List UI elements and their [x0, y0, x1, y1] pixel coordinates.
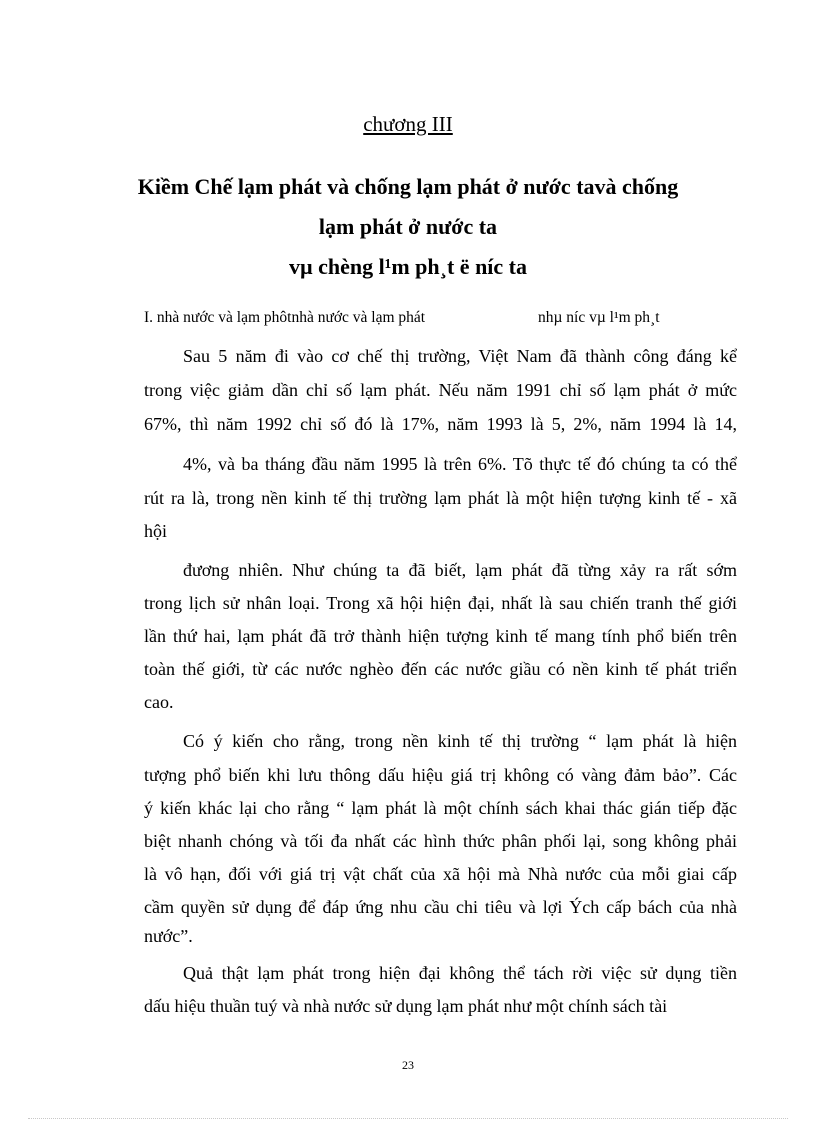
page-bottom-rule [28, 1118, 788, 1119]
paragraph-4-line-2: tượng phổ biến khi lưu thông dấu hiệu giá trị không có vàng đảm bảo”. Các [144, 765, 737, 785]
paragraph-2-line-2: rút ra là, trong nền kinh tế thị trường lạm phát là một hiện tượng kinh tế - xã [144, 488, 737, 508]
paragraph-3-line-4: toàn thế giới, từ các nước nghèo đến các nước giầu có nền kinh tế phát triển [144, 659, 737, 679]
paragraph-3-line-2: trong lịch sử nhân loại. Trong xã hội hiện đại, nhất là sau chiến tranh thế giới [144, 593, 737, 613]
section-heading-text: I. nhà nước và lạm phôtnhà nước và lạm phát [144, 309, 426, 326]
section-heading-garbled: nhµ níc vµ l¹m ph¸t [538, 309, 660, 326]
chapter-title-line-1: Kiềm Chế lạm phát và chống lạm phát ở nước tavà chống [137, 174, 679, 199]
paragraph-2-line-1: 4%, và ba tháng đầu năm 1995 là trên 6%. Tõ thực tế đó chúng ta có thể [183, 454, 737, 474]
paragraph-1-line-3: 67%, thì năm 1992 chỉ số đó là 17%, năm 1993 là 5, 2%, năm 1994 là 14, [144, 414, 737, 434]
paragraph-4-line-5: là vô hạn, đối với giá trị vật chất của xã hội mà Nhà nước của mỗi giai cấp [144, 864, 737, 884]
paragraph-5-line-2: dấu hiệu thuần tuý và nhà nước sử dụng lạm phát như một chính sách tài [144, 996, 668, 1016]
section-heading [144, 309, 704, 327]
paragraph-1-line-2: trong việc giảm dần chỉ số lạm phát. Nếu năm 1991 chỉ số lạm phát ở mức [144, 380, 737, 400]
paragraph-4-line-6: cầm quyền sử dụng để đáp ứng nhu cầu chi tiêu và lợi Ých cấp bách của nhà [144, 897, 737, 917]
paragraph-4-line-1: Có ý kiến cho rằng, trong nền kinh tế thị trường “ lạm phát là hiện [183, 731, 737, 751]
paragraph-3-line-1: đương nhiên. Như chúng ta đã biết, lạm phát đã từng xảy ra rất sớm [183, 560, 737, 580]
paragraph-4-line-4: biệt nhanh chóng và tối đa nhất các hình thức phân phối lại, song không phải [144, 831, 737, 851]
paragraph-5-line-1: Quả thật lạm phát trong hiện đại không thể tách rời việc sử dụng tiền [183, 963, 737, 983]
paragraph-4-line-7: nước”. [144, 926, 193, 946]
paragraph-3-line-3: lần thứ hai, lạm phát đã trở thành hiện tượng kinh tế mang tính phổ biến trên [144, 626, 737, 646]
paragraph-2-line-3: hội [144, 521, 168, 541]
chapter-title-line-2: lạm phát ở nước ta [318, 214, 498, 239]
chapter-title-line-3: vµ chèng l¹m ph¸t ë níc ta [288, 254, 528, 279]
page-number: 23 [402, 1058, 414, 1072]
paragraph-3-line-5: cao. [144, 692, 174, 712]
paragraph-1-line-1: Sau 5 năm đi vào cơ chế thị trường, Việt Nam đã thành công đáng kể [183, 346, 737, 366]
chapter-heading: chương III [363, 112, 453, 136]
paragraph-4-line-3: ý kiến khác lại cho rằng “ lạm phát là một chính sách khai thác gián tiếp đặc [144, 798, 737, 818]
